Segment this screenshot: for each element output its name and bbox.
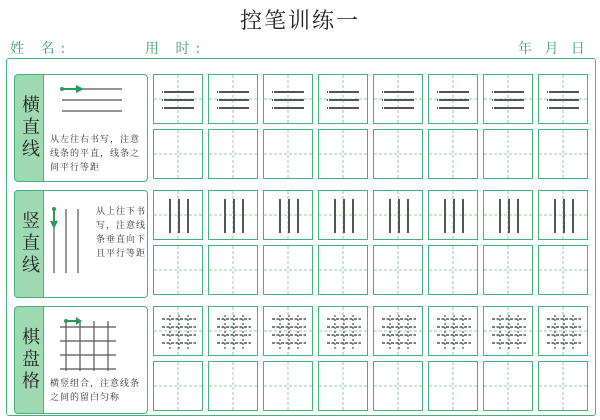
date-label: 年 月 日 [518,41,589,57]
practice-cell-horizontal [428,129,478,179]
cell-guide-lines [209,307,257,355]
cell-guide-lines [264,362,312,410]
cell-guide-lines [154,362,202,410]
section-tab-horizontal [14,74,44,182]
trace-cell-horizontal [373,74,423,124]
instruction-vertical: 从上往下书写，注意线条垂直向下且平行等距 [96,207,147,259]
name-label: 姓 名: [10,41,72,57]
practice-cell-grid [373,361,423,411]
worksheet-title: 控笔训练一 [239,9,360,34]
cell-guide-lines [484,75,532,123]
instruction-grid: 横竖组合，注意线条之间的留白匀称 [50,379,141,403]
trace-cell-vertical [428,190,478,240]
cell-guide-lines [264,307,312,355]
trace-cell-horizontal [428,74,478,124]
trace-cell-grid [428,306,478,356]
cell-guide-lines [484,307,532,355]
trace-cell-horizontal [208,74,258,124]
demo-horizontal [44,74,148,182]
cell-guide-lines [319,191,367,239]
cell-guide-lines [319,246,367,294]
section-label-horizontal: 横直线 [19,95,40,161]
section-tab-grid [14,306,44,414]
practice-cell-horizontal [483,129,533,179]
cell-guide-lines [539,246,587,294]
cell-guide-lines [154,191,202,239]
section-label-grid: 棋盘格 [19,327,40,393]
grid-lines-demo-icon [44,307,148,377]
instruction-horizontal: 从左往右书写，注意线条的平直，线条之间平行等距 [50,135,141,173]
practice-cell-vertical [373,245,423,295]
practice-cell-vertical [428,245,478,295]
cell-guide-lines [264,246,312,294]
cell-guide-lines [429,130,477,178]
cell-guide-lines [539,191,587,239]
cell-guide-lines [429,75,477,123]
cell-guide-lines [209,130,257,178]
cell-guide-lines [264,75,312,123]
cell-guide-lines [429,246,477,294]
time-label: 用 时: [145,41,207,57]
trace-cell-vertical [208,190,258,240]
practice-cell-vertical [208,245,258,295]
practice-cell-grid [263,361,313,411]
cell-guide-lines [319,130,367,178]
trace-cell-vertical [538,190,588,240]
trace-cell-horizontal [153,74,203,124]
cell-guide-lines [209,362,257,410]
vertical-lines-demo-icon [44,191,94,299]
trace-cell-grid [263,306,313,356]
section-tab-vertical [14,190,44,298]
practice-cell-horizontal [208,129,258,179]
trace-cell-grid [538,306,588,356]
cell-guide-lines [154,75,202,123]
trace-cell-horizontal [263,74,313,124]
practice-cell-horizontal [538,129,588,179]
cell-guide-lines [484,130,532,178]
cell-guide-lines [319,307,367,355]
practice-cell-vertical [263,245,313,295]
practice-cell-grid [428,361,478,411]
practice-cell-grid [318,361,368,411]
practice-cell-horizontal [373,129,423,179]
cell-guide-lines [374,246,422,294]
trace-cell-horizontal [538,74,588,124]
cell-guide-lines [209,246,257,294]
cell-guide-lines [374,130,422,178]
trace-cell-grid [373,306,423,356]
practice-cell-horizontal [153,129,203,179]
practice-cell-vertical [538,245,588,295]
trace-cell-horizontal [318,74,368,124]
practice-cell-grid [483,361,533,411]
cell-guide-lines [484,362,532,410]
cell-guide-lines [209,191,257,239]
cell-guide-lines [429,362,477,410]
cell-guide-lines [484,246,532,294]
cell-guide-lines [484,191,532,239]
practice-cell-horizontal [318,129,368,179]
practice-cell-vertical [483,245,533,295]
practice-cell-grid [208,361,258,411]
cell-guide-lines [154,307,202,355]
cell-guide-lines [319,362,367,410]
trace-cell-grid [318,306,368,356]
demo-vertical [44,190,148,298]
practice-cell-horizontal [263,129,313,179]
cell-guide-lines [429,191,477,239]
cell-guide-lines [374,362,422,410]
cell-guide-lines [319,75,367,123]
cell-guide-lines [539,130,587,178]
trace-cell-vertical [373,190,423,240]
trace-cell-vertical [318,190,368,240]
cell-guide-lines [539,362,587,410]
cell-guide-lines [154,246,202,294]
demo-grid [44,306,148,414]
cell-guide-lines [374,75,422,123]
trace-cell-vertical [153,190,203,240]
cell-guide-lines [374,191,422,239]
cell-guide-lines [264,130,312,178]
trace-cell-vertical [483,190,533,240]
section-label-vertical: 竖直线 [19,211,40,277]
trace-cell-grid [483,306,533,356]
practice-cell-vertical [318,245,368,295]
practice-cell-vertical [153,245,203,295]
trace-cell-grid [153,306,203,356]
cell-guide-lines [539,307,587,355]
trace-cell-grid [208,306,258,356]
trace-cell-horizontal [483,74,533,124]
practice-cell-grid [153,361,203,411]
cell-guide-lines [154,130,202,178]
cell-guide-lines [209,75,257,123]
trace-cell-vertical [263,190,313,240]
practice-cell-grid [538,361,588,411]
cell-guide-lines [374,307,422,355]
cell-guide-lines [539,75,587,123]
cell-guide-lines [429,307,477,355]
cell-guide-lines [264,191,312,239]
